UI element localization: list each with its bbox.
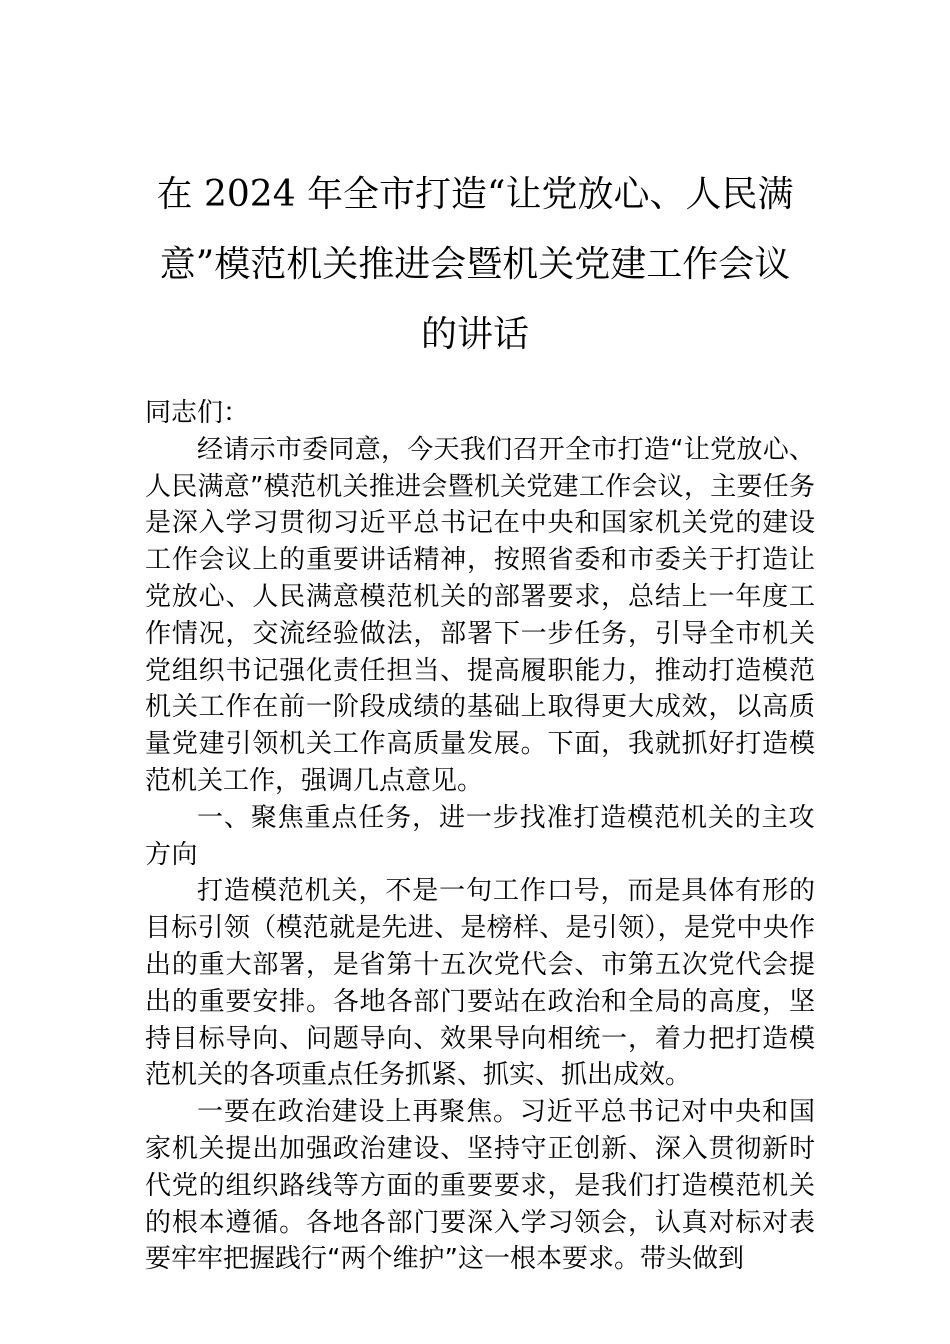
paragraph-intro: 经请示市委同意，今天我们召开全市打造“让党放心、人民满意”模范机关推进会暨机关党建工作会议，主要任务是深入学习贯彻习近平总书记在中央和国家机关党的建设工作会议上的重要讲话精神，按照省委和市委关于打造让党放心、人民满意模范机关的部署要求，总结上一年度工作情况，交流经验做法，部署下一步任务，引导全市机关党组织书记强化责任担当、提高履职能力，推动打造模范机关工作在前一阶段成绩的基础上取得更大成效，以高质量党建引领机关工作高质量发展。下面，我就抓好打造模范机关工作，强调几点意见。	[145, 434, 815, 796]
title-line-2: 意”模范机关推进会暨机关党建工作会议	[159, 244, 791, 285]
title-line-3: 的讲话	[420, 314, 529, 355]
document-body	[145, 395, 815, 1278]
title-line-1: 在 2024 年全市打造“让党放心、人民满	[156, 174, 794, 215]
paragraph-section-1: 打造模范机关，不是一句工作口号，而是具体有形的目标引领（模范就是先进、是榜样、是引领），是党中央作出的重大部署，是省第十五次党代会、市第五次党代会提出的重要安排。各地各部门要站在政治和全局的高度，坚持目标导向、问题导向、效果导向相统一，着力把打造模范机关的各项重点任务抓紧、抓实、抓出成效。	[145, 876, 815, 1091]
section-heading-1: 一、聚焦重点任务，进一步找准打造模范机关的主攻方向	[145, 802, 815, 870]
salutation: 同志们：	[145, 398, 250, 428]
document-title	[150, 160, 800, 370]
paragraph-political-building: 一要在政治建设上再聚焦。习近平总书记对中央和国家机关提出加强政治建设、坚持守正创新、深入贯彻新时代党的组织路线等方面的重要要求，是我们打造模范机关的根本遵循。各地各部门要深入学习领会，认真对标对表要牢牢把握践行“两个维护”这一根本要求。带头做到	[145, 1097, 815, 1275]
